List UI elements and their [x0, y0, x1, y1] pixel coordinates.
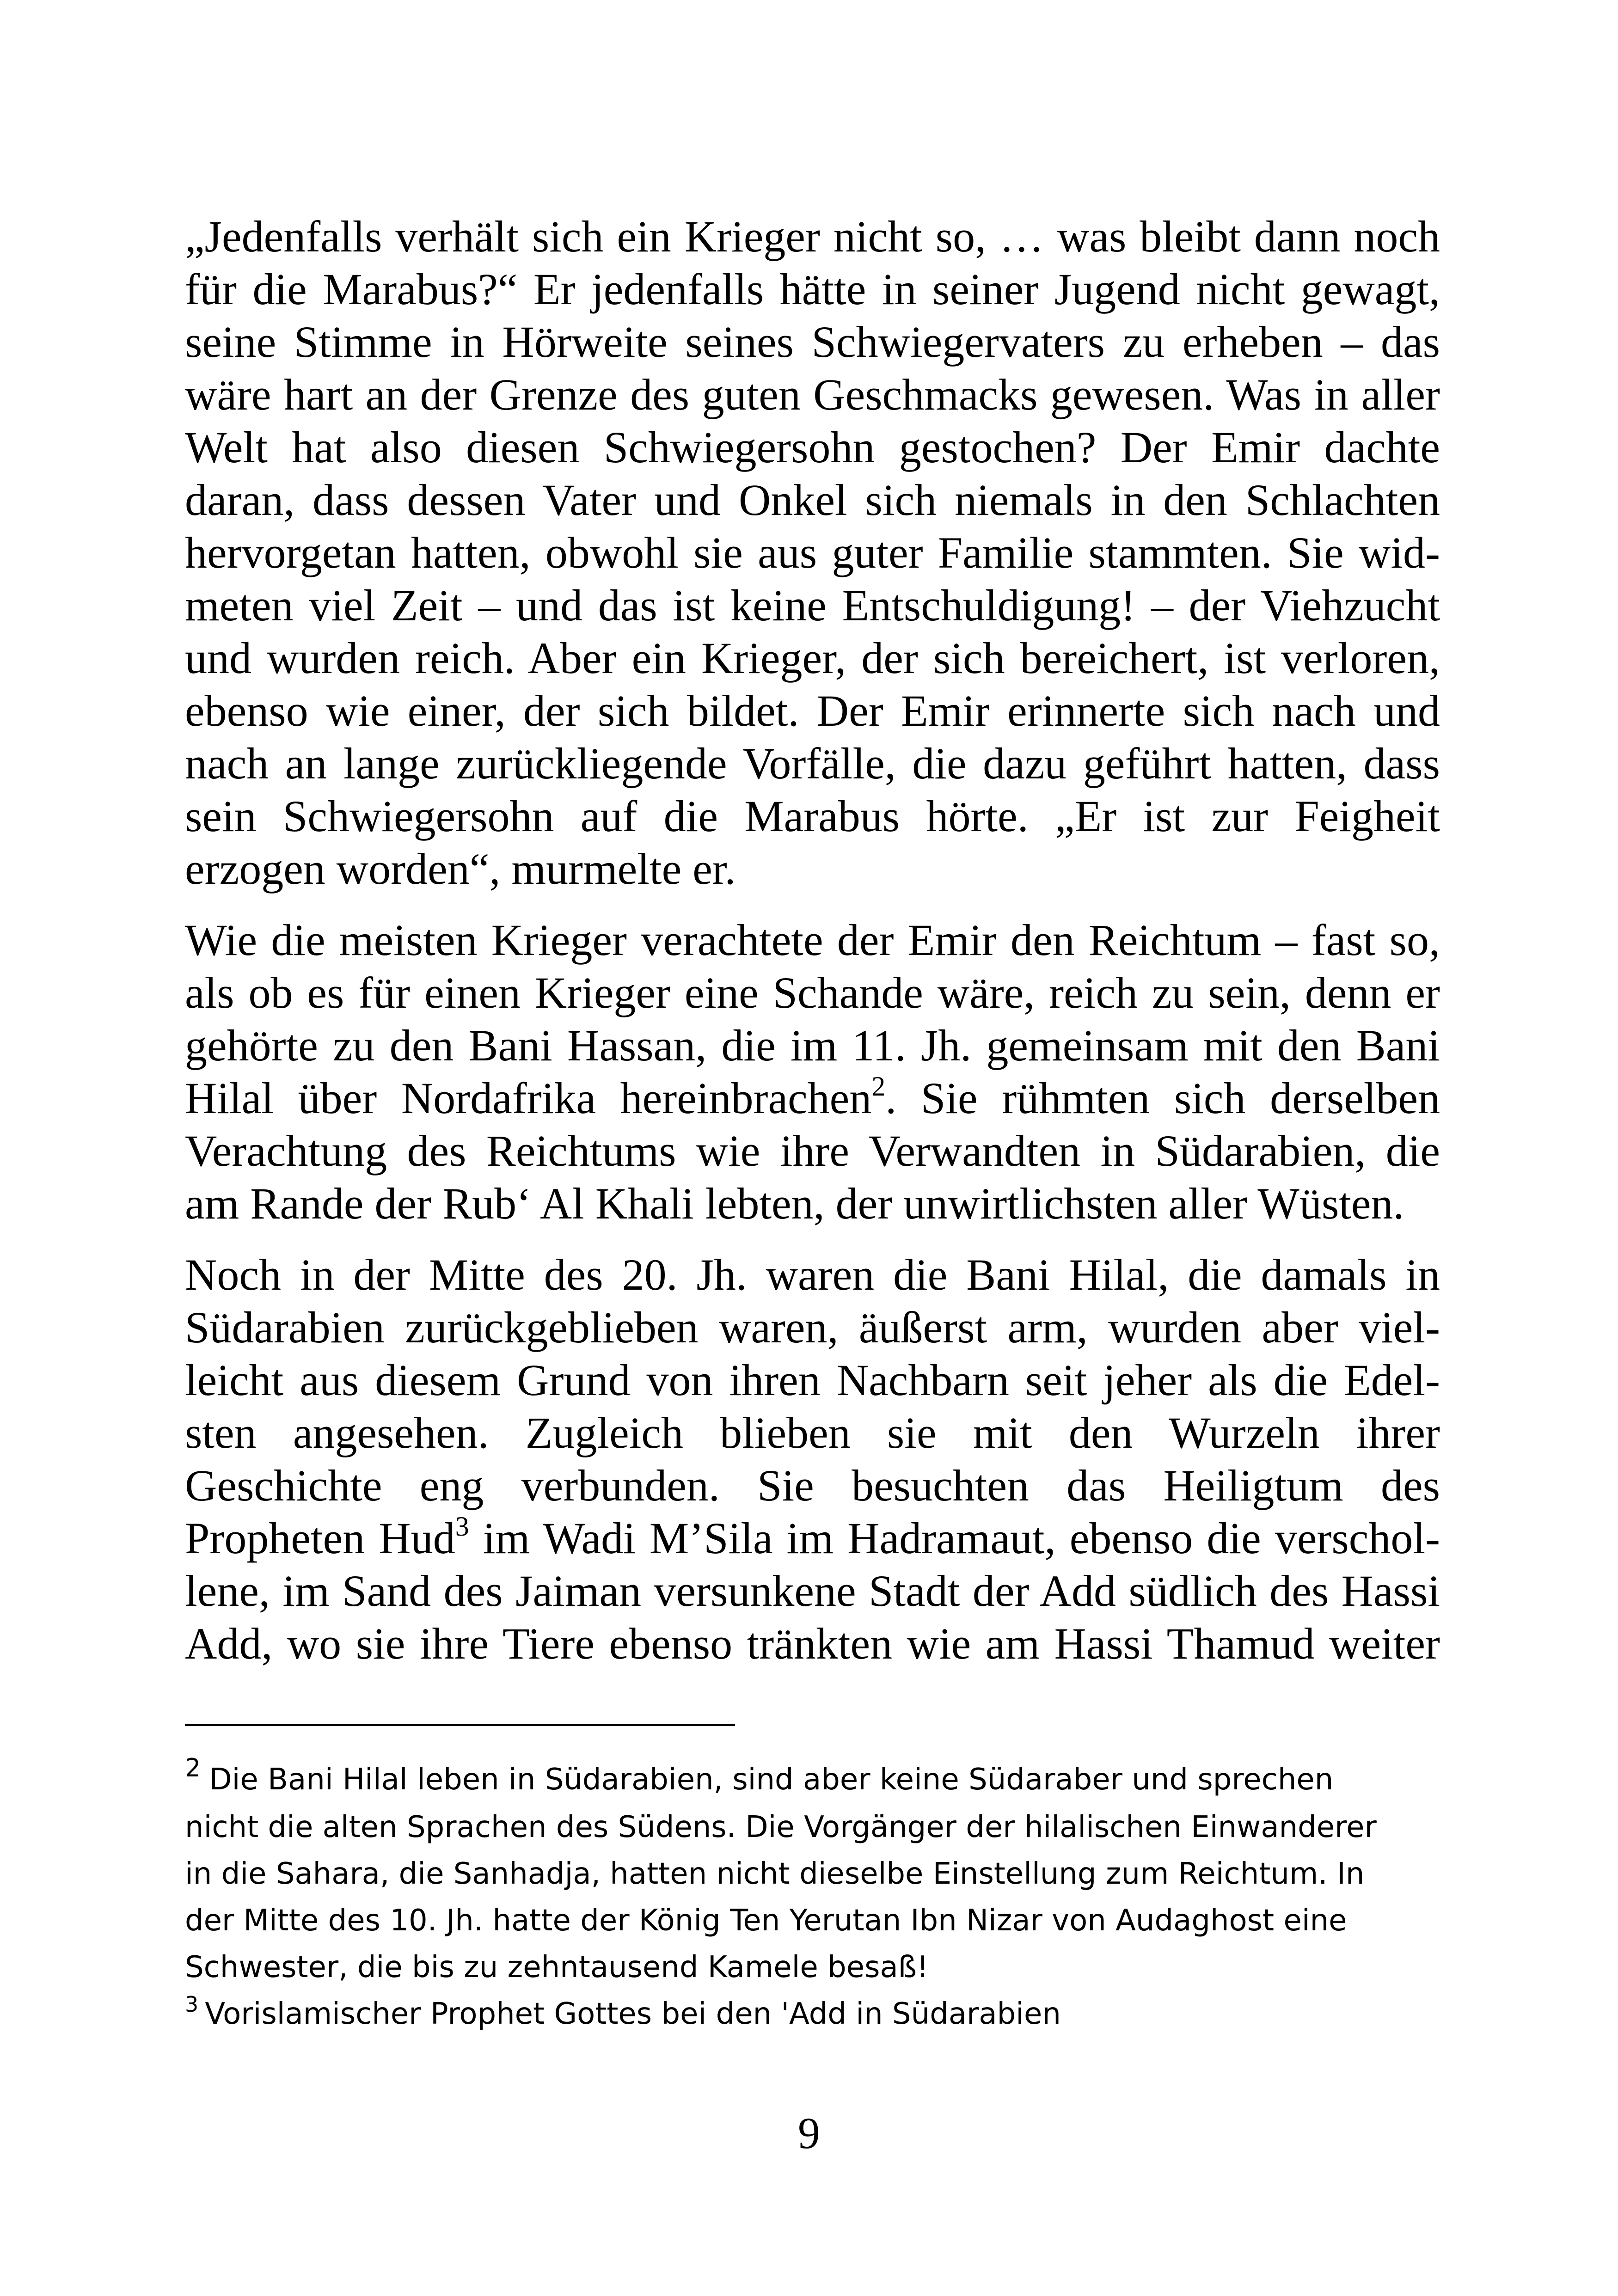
text-line: für die Marabus?“ Er jedenfalls hätte in seiner Jugend nicht gewagt, — [185, 264, 1440, 314]
text-line: seine Stimme in Hörweite seines Schwiegervaters zu erheben – das — [185, 317, 1440, 367]
text-line: am Rande der Rub‘ Al Khali lebten, der unwirtlichsten aller Wüsten. — [185, 1179, 1404, 1228]
text-line: gehörte zu den Bani Hassan, die im 11. Jh. gemeinsam mit den Bani — [185, 1021, 1440, 1070]
footnote-text: Vorislamischer Prophet Gottes bei den 'Add in Südarabien — [205, 1997, 1061, 2031]
footnote-separator-rule — [185, 1724, 735, 1726]
footnote-3 — [185, 1991, 1433, 2040]
body-text — [185, 210, 1440, 1689]
paragraph-2 — [185, 914, 1440, 1230]
text-line: wäre hart an der Grenze des guten Geschmacks gewesen. Was in aller — [185, 370, 1440, 419]
footnote-mark: 3 — [185, 1992, 199, 2017]
text-line-with-footnote-ref — [185, 1512, 1440, 1565]
text-line: erzogen worden“, murmelte er. — [185, 844, 736, 894]
text-line: als ob es für einen Krieger eine Schande wäre, reich zu sein, denn er — [185, 968, 1440, 1017]
paragraph-3 — [185, 1249, 1440, 1670]
footnote-line: Schwester, die bis zu zehntausend Kamele besaß! — [185, 1950, 929, 1984]
text-line-with-footnote-ref — [185, 1072, 1440, 1125]
text-line: ebenso wie einer, der sich bildet. Der Emir erinnerte sich nach und — [185, 686, 1440, 735]
footnote-line: nicht die alten Sprachen des Südens. Die Vorgänger der hilalischen Einwanderer — [185, 1810, 1377, 1844]
text-line: Wie die meisten Krieger verachtete der Emir den Reichtum – fast so, — [185, 915, 1440, 965]
text-line: Verachtung des Reichtums wie ihre Verwandten in Südarabien, die — [185, 1126, 1440, 1176]
text-line: „Jedenfalls verhält sich ein Krieger nicht so, … was bleibt dann noch — [185, 212, 1440, 261]
text-line: Noch in der Mitte des 20. Jh. waren die Bani Hilal, die damals in — [185, 1250, 1440, 1299]
footnote-mark: 2 — [185, 1753, 201, 1782]
text-line: sten angesehen. Zugleich blieben sie mit den Wurzeln ihrer — [185, 1408, 1440, 1457]
text-line: Add, wo sie ihre Tiere ebenso tränkten wie am Hassi Thamud weiter — [185, 1619, 1440, 1668]
text-line: Südarabien zurückgeblieben waren, äußerst arm, wurden aber viel- — [185, 1303, 1440, 1352]
paragraph-1 — [185, 210, 1440, 895]
text-line: leicht aus diesem Grund von ihren Nachbarn seit jeher als die Edel- — [185, 1355, 1440, 1405]
footnote-2 — [185, 1753, 1433, 1991]
text-segment: Hilal über Nordafrika hereinbrachen — [185, 1073, 872, 1123]
footnote-line: in die Sahara, die Sanhadja, hatten nicht dieselbe Einstellung zum Reichtum. In — [185, 1857, 1365, 1891]
footnote-text: Die Bani Hilal leben in Südarabien, sind aber keine Südaraber und sprechen — [209, 1763, 1334, 1797]
text-line: Welt hat also diesen Schwiegersohn gestochen? Der Emir dachte — [185, 422, 1440, 472]
text-line: daran, dass dessen Vater und Onkel sich niemals in den Schlachten — [185, 475, 1440, 525]
text-line: lene, im Sand des Jaiman versunkene Stadt der Add südlich des Hassi — [185, 1566, 1440, 1616]
text-line: und wurden reich. Aber ein Krieger, der sich bereichert, ist verloren, — [185, 633, 1440, 683]
footnote-line — [185, 1753, 1433, 1804]
footnote-line: der Mitte des 10. Jh. hatte der König Ten Yerutan Ibn Nizar von Audaghost eine — [185, 1904, 1347, 1938]
text-line: meten viel Zeit – und das ist keine Entschuldigung! – der Viehzucht — [185, 581, 1440, 630]
footnote-ref-2[interactable]: 2 — [871, 1071, 886, 1102]
text-segment: . Sie rühmten sich derselben — [885, 1073, 1440, 1123]
footnote-ref-3[interactable]: 3 — [455, 1511, 469, 1542]
page-number: 9 — [798, 2108, 820, 2158]
text-line: nach an lange zurückliegende Vorfälle, die dazu geführt hatten, dass — [185, 739, 1440, 788]
footnotes — [185, 1753, 1433, 2040]
text-line: sein Schwiegersohn auf die Marabus hörte. „Er ist zur Feigheit — [185, 791, 1440, 841]
text-line: Geschichte eng verbunden. Sie besuchten das Heiligtum des — [185, 1461, 1440, 1510]
text-segment: im Wadi M’Sila im Hadramaut, ebenso die verschol- — [469, 1513, 1440, 1563]
text-line: hervorgetan hatten, obwohl sie aus guter Familie stammten. Sie wid- — [185, 528, 1440, 577]
footnote-line — [185, 1991, 1433, 2040]
text-segment: Propheten Hud — [185, 1513, 455, 1563]
